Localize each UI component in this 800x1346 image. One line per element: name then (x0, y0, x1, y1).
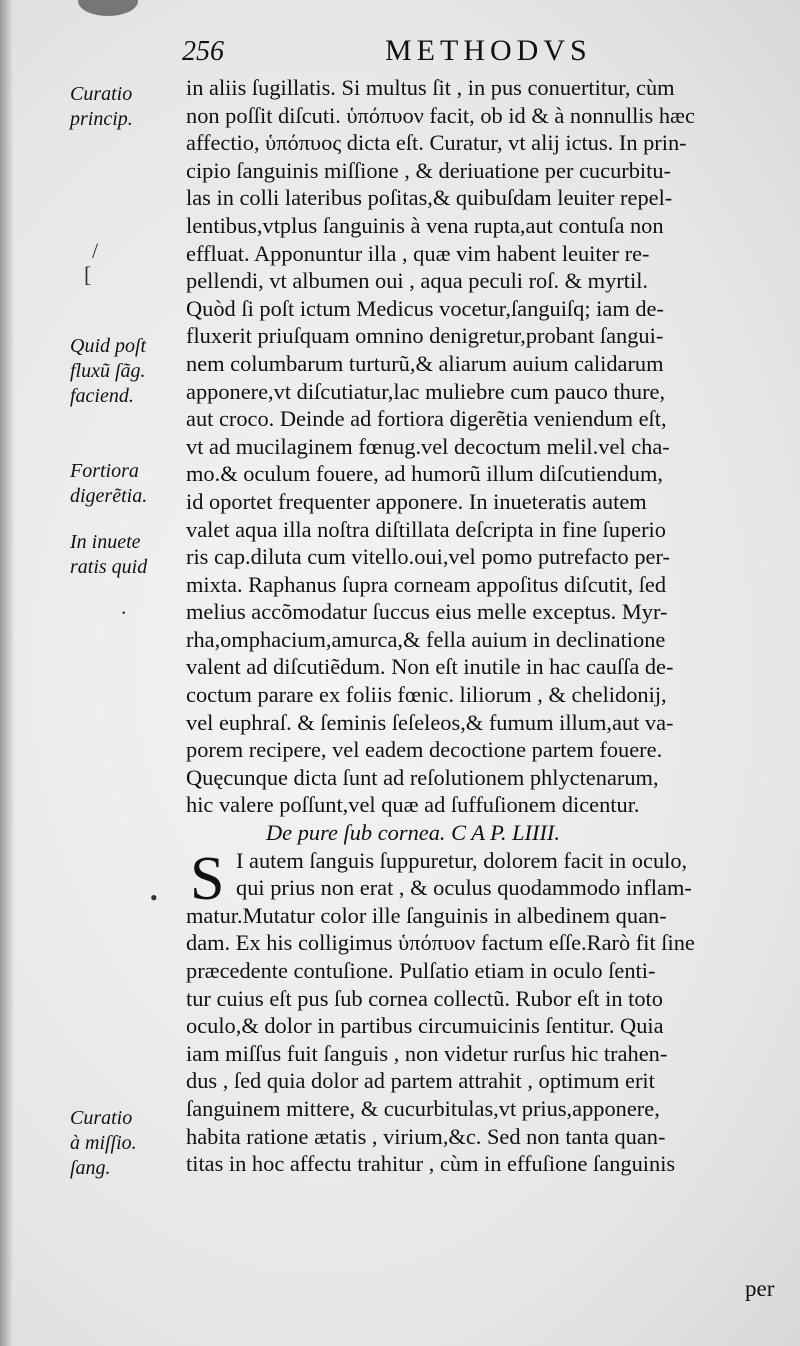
text-line: cipio ſanguinis miſſione , & deriuatione per cucurbitu- (186, 157, 672, 183)
text-line: ris cap.diluta cum vitello.oui,vel pomo putrefacto per- (186, 544, 670, 570)
main-text (186, 74, 786, 1178)
ink-mark: / (92, 238, 99, 263)
text-line: ſanguinem mittere, & cucurbitulas,vt prius,apponere, (186, 1095, 660, 1121)
running-title: METHODVS (385, 34, 592, 67)
text-line: iam miſſus fuit ſanguis , non videtur rurſus hic trahen- (186, 1040, 668, 1066)
text-block-2-wrapper (186, 844, 786, 1178)
text-line: dam. Ex his colligimus ὑπόπυον factum eſſe.Rarò fit ſine (186, 930, 695, 956)
text-line: hic valere poſſunt,vel quæ ad ſuffuſionem dicentur. (186, 792, 640, 818)
text-line: aut croco. Deinde ad fortiora digerẽtia veniendum eſt, (186, 406, 667, 432)
drop-cap: S (190, 844, 225, 913)
ink-mark: · (120, 600, 128, 625)
margin-note-line: Fortiora (70, 460, 139, 482)
ink-mark: [ (84, 262, 92, 287)
text-line: dus , ſed quia dolor ad partem attrahit , optimum erit (186, 1068, 655, 1094)
text-line: vel euphraſ. & ſeminis ſeſeleos,& fumum illum,aut va- (186, 709, 674, 735)
margin-note-curatio-missio (70, 1106, 185, 1181)
ink-blot (78, 0, 138, 16)
text-line: lentibus,vtplus ſanguinis à vena rupta,aut contuſa non (186, 212, 664, 238)
margin-note-line: ſang. (70, 1157, 111, 1179)
margin-note-line: In inuete (70, 531, 141, 553)
text-line: pellendi, vt albumen oui , aqua peculi roſ. & myrtil. (186, 268, 649, 294)
text-line: valent ad diſcutiẽdum. Non eſt inutile in hac cauſſa de- (186, 654, 674, 680)
margin-note-line: fluxũ ſãg. (70, 360, 146, 382)
text-line: melius accõmodatur ſuccus eius melle exceptus. Myr- (186, 599, 668, 625)
text-line: coctum parare ex foliis fœnic. liliorum , & chelidonij, (186, 682, 667, 708)
text-line: oculo,& dolor in partibus circumuicinis ſentitur. Quia (186, 1013, 664, 1039)
text-block-2 (186, 844, 786, 1178)
text-line: porem recipere, vel eadem decoctione partem fouere. (186, 737, 663, 763)
page-gutter-shadow (0, 0, 14, 1346)
text-line: non poſſit diſcuti. ὑπόπυον facit, ob id & à nonnullis hæc (186, 102, 695, 128)
page-number: 256 (182, 36, 224, 67)
text-line: apponere,vt diſcutiatur,lac muliebre cum pauco thure, (186, 378, 666, 404)
text-line: vt ad mucilaginem fœnug.vel decoctum melil.vel cha- (186, 433, 670, 459)
text-block-1 (186, 74, 786, 819)
ink-mark: • (150, 885, 158, 910)
chapter-heading: De pure ſub cornea. C A P. LIIII. (266, 820, 560, 846)
text-line: in aliis ſugillatis. Si multus ſit , in pus conuertitur, cùm (186, 75, 675, 100)
text-line: id oportet frequenter apponere. In inueteratis autem (186, 488, 647, 514)
margin-note-line: faciend. (70, 385, 134, 407)
text-line: fluxerit priuſquam omnino denigretur,probant ſangui- (186, 323, 664, 349)
text-line: valet aqua illa noſtra diſtillata deſcripta in fine ſuperio (186, 516, 666, 542)
text-line: mo.& oculum fouere, ad humorũ illum diſcutiendum, (186, 461, 663, 487)
text-line: mixta. Raphanus ſupra corneam appoſitus diſcutit, ſed (186, 571, 667, 597)
margin-note-quid-post (70, 334, 185, 409)
margin-note-in-inueteratis (70, 530, 185, 580)
text-line: tur cuius eſt pus ſub cornea collectũ. Rubor eſt in toto (186, 985, 663, 1011)
margin-note-line: Curatio (70, 1107, 133, 1129)
text-line: præcedente contuſione. Pulſatio etiam in oculo ſenti- (186, 958, 656, 983)
text-line: nem columbarum turturũ,& aliarum auium calidarum (186, 350, 664, 376)
text-line: Quòd ſi poſt ictum Medicus vocetur,ſanguiſq; iam de- (186, 295, 664, 321)
margin-note-curatio-princip (70, 82, 185, 132)
text-line: titas in hoc affectu trahitur , cùm in effuſione ſanguinis (186, 1151, 676, 1177)
margin-note-line: à miſſio. (70, 1132, 137, 1154)
text-line: affectio, ὑπόπυος dicta eſt. Curatur, vt alij ictus. In prin- (186, 130, 687, 156)
catchword: per (745, 1276, 775, 1301)
text-line: habita ratione ætatis , virium,&c. Sed non tanta quan- (186, 1123, 666, 1149)
text-line: effluat. Apponuntur illa , quæ vim habent leuiter re- (186, 240, 650, 266)
text-line: matur.Mutatur color ille ſanguinis in albedinem quan- (186, 902, 667, 928)
text-line: I autem ſanguis ſuppuretur, dolorem facit in oculo, (236, 847, 688, 873)
text-line: qui prius non erat , & oculus quodammodo inflam- (236, 875, 692, 901)
text-line: Quęcunque dicta ſunt ad reſolutionem phlyctenarum, (186, 764, 659, 790)
margin-note-line: princip. (70, 108, 133, 130)
running-head (0, 32, 800, 72)
margin-note-line: ratis quid (70, 556, 148, 578)
margin-note-line: digerẽtia. (70, 485, 148, 507)
margin-note-line: Quid poſt (70, 335, 147, 357)
text-line: las in colli lateribus poſitas,& quibuſdam leuiter repel- (186, 185, 673, 211)
margin-note-line: Curatio (70, 83, 133, 105)
margin-note-fortiora (70, 459, 185, 509)
text-line: rha,omphacium,amurca,& fella auium in declinatione (186, 626, 666, 652)
